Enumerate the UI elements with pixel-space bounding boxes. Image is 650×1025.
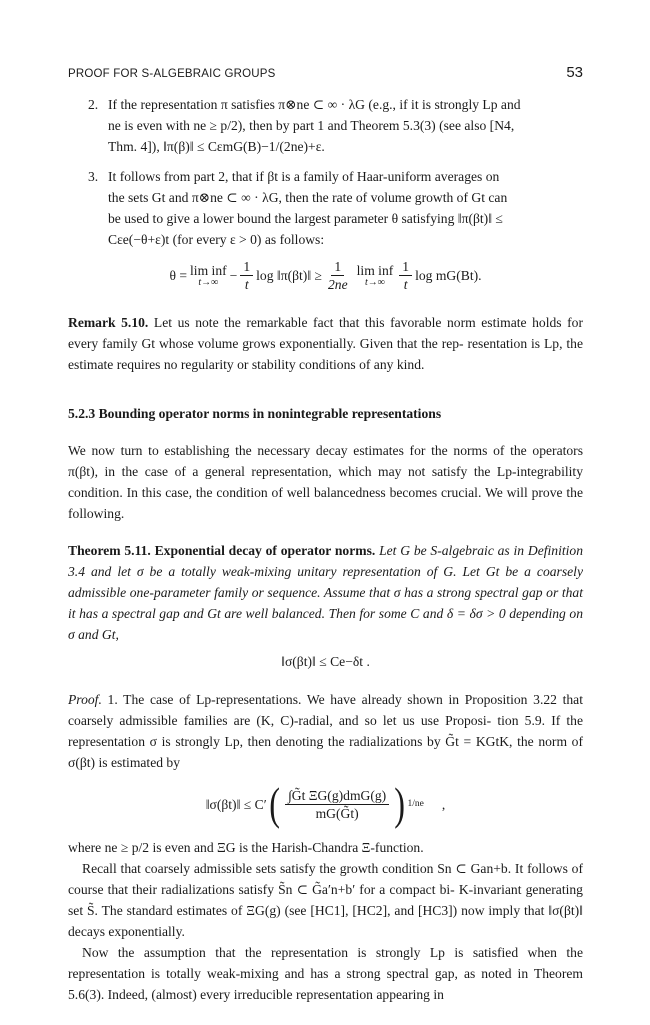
list-item-3 (88, 166, 583, 250)
text-line: 1. The case of Lp-representations. We have already shown in Proposition (107, 692, 528, 707)
text-line: Thm. 4]), ‖π(β)‖ ≤ CεmG(B)−1/(2ne)+ε. (108, 139, 325, 154)
eq-lhs: θ = (169, 268, 188, 283)
section-heading: 5.2.3 Bounding operator norms in nonintegrable representations (68, 406, 442, 421)
frac-num: 1 (399, 258, 412, 276)
text-line: in Definition 3.4 and let σ be a totally weak-mixing unitary representation of G. (68, 543, 583, 579)
document-page (68, 62, 583, 1005)
lim-inf-1 (190, 263, 227, 288)
right-paren: ) (394, 778, 406, 829)
frac-den: t (244, 277, 249, 292)
text-line: tion 5.9. If the representation σ is strongly Lp, then denoting the radializations by (68, 713, 583, 749)
frac-num: 1 (240, 258, 253, 276)
eq-lhs: ‖σ(βt)‖ ≤ C′ (205, 796, 267, 812)
proof-paragraph-2 (68, 858, 583, 942)
running-header (68, 62, 583, 85)
text-line: resentation is Lp, the estimate requires no regularity or stability conditions of any (68, 336, 583, 372)
text-line: G̃t = KGtK, the norm of σ(βt) is estimated by (68, 734, 583, 770)
proof-paragraph (68, 689, 583, 773)
proof-label: Proof. (68, 692, 102, 707)
text-line: We now turn to establishing the necessary decay estimates for the norms of the (68, 443, 527, 458)
minus-sign: − (229, 268, 238, 283)
equation-norm-estimate: ‖σ(βt)‖ ≤ C′ ( $\frac{\text{∫G̃t ΞG(g)dmG(g)}}{mG(G̃t)}$ ) 1/ne , (205, 778, 446, 829)
remark-paragraph (68, 312, 583, 375)
text-line: Then for some C and δ = δσ > 0 depending on σ and Gt, (68, 606, 583, 642)
lim-inf-2 (357, 263, 394, 288)
text-line: Let us note the remarkable fact that this favorable norm estimate (153, 315, 527, 330)
lim-text: lim inf (356, 263, 394, 278)
frac-den: 2ne (328, 277, 348, 292)
text-line: be used to give a lower bound the largest parameter θ satisfying ‖π(βt)‖ ≤ (108, 211, 503, 226)
proof-after-equation (68, 837, 583, 858)
item-body (108, 94, 583, 157)
frac-num: ∫G̃t ΞG(g)dmG(g) (285, 787, 389, 805)
text-line: It follows from part 2, that if βt is a family of Haar-uniform averages on (108, 169, 500, 184)
text-line: K-invariant generating set S̃. The standard estimates of ΞG(g) (see [HC1], [HC2], (68, 882, 583, 918)
eq-end: , (441, 796, 446, 812)
equation-theta (68, 258, 583, 293)
intro-paragraph (68, 440, 583, 524)
text-line: the Lp-integrability condition. In this case, the condition of well balancedness (68, 464, 583, 500)
text-line: If the representation π satisfies π⊗ne ⊂ ∞ · λG (e.g., if it is strongly Lp and (108, 97, 521, 112)
frac-num: 1 (331, 258, 344, 276)
text-line: Theorem 5.6(3). Indeed, (almost) every irreducible representation appearing in (68, 966, 583, 1002)
item-number: 3. (88, 169, 99, 184)
text-line: becomes crucial. We will prove the following. (68, 485, 583, 521)
theorem-equation: ‖σ(βt)‖ ≤ Ce−δt . (281, 654, 370, 669)
proof-paragraph-3 (68, 942, 583, 1005)
eq-mid: log ‖π(βt)‖ ≥ (256, 268, 322, 283)
left-paren: ( (269, 778, 280, 829)
frac-den: t (403, 277, 408, 292)
fraction-1 (240, 258, 253, 293)
text-line: has a strong spectral gap or that it has a spectral gap and Gt are well balanced. (68, 585, 583, 621)
text-line: where ne ≥ p/2 is even and ΞG is the Harish-Chandra Ξ-function. (68, 840, 424, 855)
fraction-integral (285, 787, 389, 822)
text-line: follows of course that their radializations satisfy S̃n ⊂ G̃a′n+b′ for a compact bi- (68, 861, 583, 897)
item-body (108, 166, 583, 250)
fraction-3 (399, 258, 412, 293)
lim-sub: t→∞ (365, 277, 385, 288)
item-number: 2. (88, 97, 99, 112)
theorem-paragraph (68, 540, 583, 645)
text-line: and [HC3]) now imply that ‖σ(βt)‖ decays exponentially. (68, 903, 584, 939)
running-title: PROOF FOR S-ALGEBRAIC GROUPS (68, 68, 276, 80)
text-line: Let G be S-algebraic as (379, 543, 510, 558)
text-line: Let Gt be a coarsely admissible one-parameter family or sequence. Assume that σ (68, 564, 583, 600)
lim-sub: t→∞ (198, 277, 219, 288)
text-line: holds for every family Gt whose volume grows exponentially. Given that the rep- (68, 315, 583, 351)
text-line: Recall that coarsely admissible sets satisfy the growth condition Sn ⊂ Gan+b. It (82, 861, 524, 876)
eq-end: log mG(Bt). (415, 268, 482, 283)
theorem-label: Theorem 5.11. Exponential decay of operator norms. (68, 543, 376, 558)
remark-label: Remark 5.10. (68, 315, 149, 330)
text-line: 3.22 that coarsely admissible families are (K, C)-radial, and so let us use Proposi- (68, 692, 583, 728)
text-line: ne is even with ne ≥ p/2), then by part 1 and Theorem 5.3(3) (see also [N4, (108, 118, 515, 133)
text-line: kind. (396, 357, 425, 372)
frac-den: mG(G̃t) (315, 805, 359, 821)
page-number: 53 (566, 64, 583, 81)
fraction-2 (325, 258, 351, 293)
lim-text: lim inf (190, 263, 227, 278)
text-line: Cεe(−θ+ε)t (for every ε > 0) as follows: (108, 232, 325, 247)
text-line: representation is totally weak-mixing and has a strong spectral gap, as noted in (68, 966, 529, 981)
text-line: operators π(βt), in the case of a general representation, which may not satisfy (68, 443, 584, 479)
text-line: Now the assumption that the representation is strongly Lp is satisfied when the (82, 945, 583, 960)
text-line: the sets Gt and π⊗ne ⊂ ∞ · λG, then the rate of volume growth of Gt can (108, 190, 508, 205)
list-item-2 (88, 94, 583, 157)
